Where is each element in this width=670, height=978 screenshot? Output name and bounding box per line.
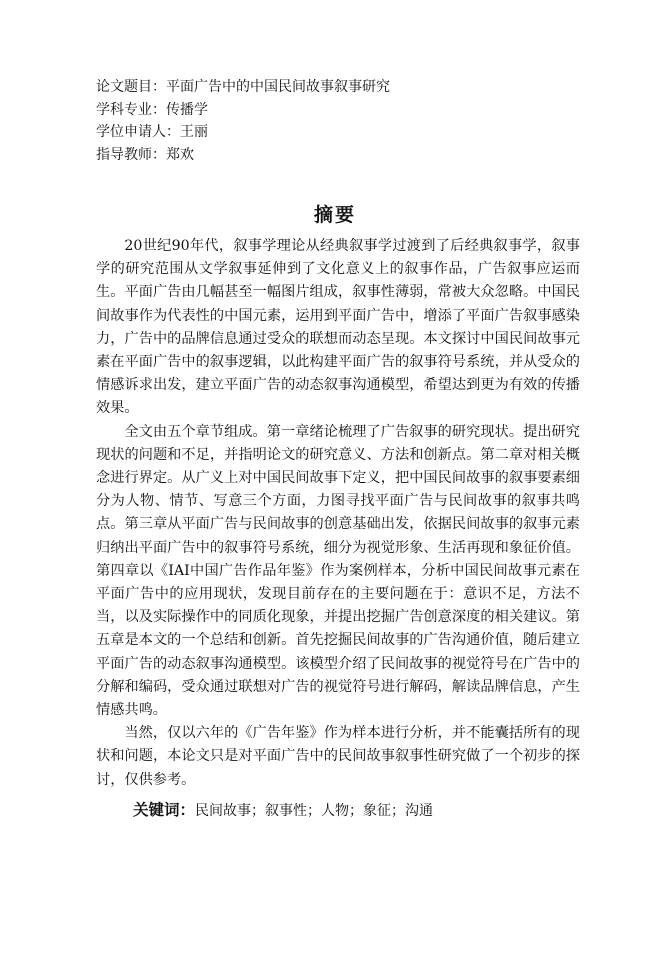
- abstract-heading: 摘要: [313, 204, 356, 226]
- thesis-metadata: [96, 76, 390, 166]
- keywords-label: 关键词：: [133, 801, 196, 819]
- applicant-line: 学位申请人：王丽: [96, 124, 208, 140]
- keywords-text: 民间故事；叙事性；人物；象征；沟通: [195, 803, 434, 819]
- abstract-body: [96, 235, 580, 792]
- major-line: 学科专业：传播学: [96, 101, 208, 118]
- abstract-paragraph-1: 20世纪90年代，叙事学理论从经典叙事学过渡到了后经典叙事学，叙事学的研究范围从文学叙事延伸到了文化意义上的叙事作品，广告叙事应运而生。平面广告由几幅甚至一幅图片组成，叙事性薄弱，常被大众忽略。中国民间故事作为代表性的中国元素，运用到平面广告中，增添了平面广告叙事感染力，广告中的品牌信息通过受众的联想而动态呈现。本文探讨中国民间故事元素在平面广告中的叙事逻辑，以此构建平面广告的叙事符号系统，并从受众的情感诉求出发，建立平面广告的动态叙事沟通模型，希望达到更为有效的传播效果。: [96, 238, 580, 417]
- keywords-line: [133, 798, 433, 820]
- advisor-line: 指导教师：郑欢: [96, 146, 194, 163]
- thesis-title-line: 论文题目：平面广告中的中国民间故事叙事研究: [96, 79, 390, 95]
- abstract-paragraph-2: 全文由五个章节组成。第一章绪论梳理了广告叙事的研究现状。提出研究现状的问题和不足，并指明论文的研究意义、方法和创新点。第二章对相关概念进行界定。从广义上对中国民间故事下定义，把中国民间故事的叙事要素细分为人物、情节、写意三个方面，力图寻找平面广告与民间故事的叙事共鸣点。第三章从平面广告与民间故事的创意基础出发，依据民间故事的叙事元素归纳出平面广告中的叙事符号系统，细分为视觉形象、生活再现和象征价值。第四章以《IAI中国广告作品年鉴》作为案例样本，分析中国民间故事元素在平面广告中的应用现状，发现目前存在的主要问题在于：意识不足，方法不当，以及实际操作中的同质化现象，并提出挖掘广告创意深度的相关建议。第五章是本文的一个总结和创新。首先挖掘民间故事的广告沟通价值，随后建立平面广告的动态叙事沟通模型。该模型介绍了民间故事的视觉符号在广告中的分解和编码，受众通过联想对广告的视觉符号进行解码，解读品牌信息，产生情感共鸣。: [96, 423, 580, 719]
- abstract-paragraph-3: 当然，仅以六年的《广告年鉴》作为样本进行分析，并不能囊括所有的现状和问题，本论文只是对平面广告中的民间故事叙事性研究做了一个初步的探讨，仅供参考。: [96, 725, 580, 788]
